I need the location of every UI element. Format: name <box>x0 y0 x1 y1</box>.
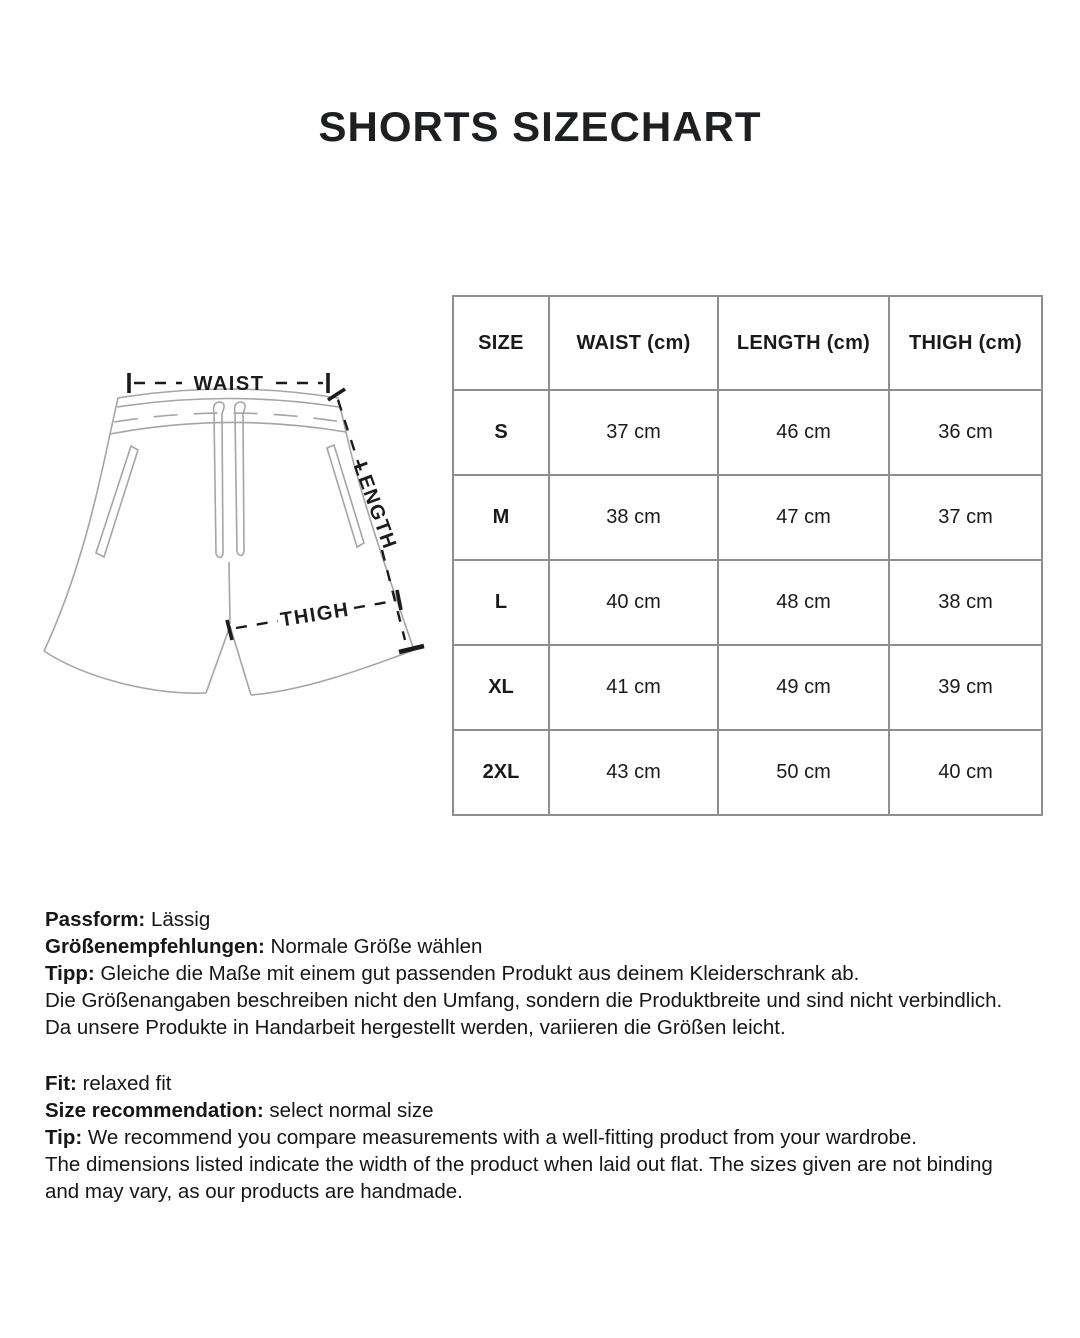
tip-line-de <box>45 960 1057 987</box>
tip-label-en: Tip: <box>45 1126 83 1149</box>
size-rec-value-en: select normal size <box>269 1099 434 1122</box>
table-row-m <box>453 475 1042 560</box>
length-measure-label: LENGTH <box>348 459 401 553</box>
thigh-cell: 36 cm <box>889 390 1042 475</box>
shorts-outline <box>44 389 414 695</box>
waist-measure <box>129 373 328 395</box>
size-rec-value-de: Normale Größe wählen <box>270 935 483 958</box>
info-block-english <box>45 1070 1057 1205</box>
length-cell: 47 cm <box>718 475 889 560</box>
size-cell: XL <box>453 645 549 730</box>
tip-line-en <box>45 1124 1057 1151</box>
thigh-measure <box>227 590 401 640</box>
fit-value-de: Lässig <box>150 908 211 931</box>
thigh-cell: 38 cm <box>889 560 1042 645</box>
length-cell: 46 cm <box>718 390 889 475</box>
info-block-german <box>45 906 1057 1041</box>
size-cell: M <box>453 475 549 560</box>
table-row-2xl <box>453 730 1042 815</box>
waist-cell: 41 cm <box>549 645 718 730</box>
length-cell: 50 cm <box>718 730 889 815</box>
thigh-cell: 39 cm <box>889 645 1042 730</box>
col-header-length: LENGTH (cm) <box>718 296 889 390</box>
note-line2-de: Da unsere Produkte in Handarbeit hergestellt werden, variieren die Größen leicht. <box>45 1016 786 1039</box>
size-rec-line-de <box>45 933 1057 960</box>
fit-label-en: Fit: <box>45 1072 77 1095</box>
length-cell: 49 cm <box>718 645 889 730</box>
page-title: SHORTS SIZECHART <box>318 103 762 150</box>
size-rec-label-de: Größenempfehlungen: <box>45 935 265 958</box>
size-cell: 2XL <box>453 730 549 815</box>
waist-cell: 40 cm <box>549 560 718 645</box>
col-header-waist: WAIST (cm) <box>549 296 718 390</box>
note-line1-de: Die Größenangaben beschreiben nicht den Umfang, sondern die Produktbreite und sind nicht verbindlich. <box>45 989 1003 1012</box>
size-table <box>452 295 1043 816</box>
tip-label-de: Tipp: <box>45 962 95 985</box>
size-cell: L <box>453 560 549 645</box>
thigh-measure-label: THIGH <box>278 598 352 632</box>
waist-cell: 37 cm <box>549 390 718 475</box>
fit-line-en <box>45 1070 1057 1097</box>
table-row-l <box>453 560 1042 645</box>
fit-line-de <box>45 906 1057 933</box>
waist-cell: 38 cm <box>549 475 718 560</box>
col-header-thigh: THIGH (cm) <box>889 296 1042 390</box>
tip-value-de: Gleiche die Maße mit einem gut passenden Produkt aus deinem Kleiderschrank ab. <box>100 962 860 985</box>
size-rec-line-en <box>45 1097 1057 1124</box>
table-row-xl <box>453 645 1042 730</box>
note-line1-en: The dimensions listed indicate the width of the product when laid out flat. The sizes given are not binding <box>45 1153 993 1176</box>
thigh-cell: 40 cm <box>889 730 1042 815</box>
size-table-container <box>452 295 1043 816</box>
size-table-header-row <box>453 296 1042 390</box>
table-row-s <box>453 390 1042 475</box>
length-cell: 48 cm <box>718 560 889 645</box>
fit-label-de: Passform: <box>45 908 146 931</box>
size-cell: S <box>453 390 549 475</box>
waist-measure-label: WAIST <box>193 373 265 395</box>
tip-value-en: We recommend you compare measurements with a well-fitting product from your wardrobe. <box>87 1126 917 1149</box>
size-rec-label-en: Size recommendation: <box>45 1099 264 1122</box>
shorts-measurement-diagram <box>30 356 430 728</box>
waist-cell: 43 cm <box>549 730 718 815</box>
col-header-size: SIZE <box>453 296 549 390</box>
shorts-diagram-svg <box>30 356 430 728</box>
fit-value-en: relaxed fit <box>82 1072 172 1095</box>
thigh-cell: 37 cm <box>889 475 1042 560</box>
note-line2-en: and may vary, as our products are handmade. <box>45 1180 463 1203</box>
